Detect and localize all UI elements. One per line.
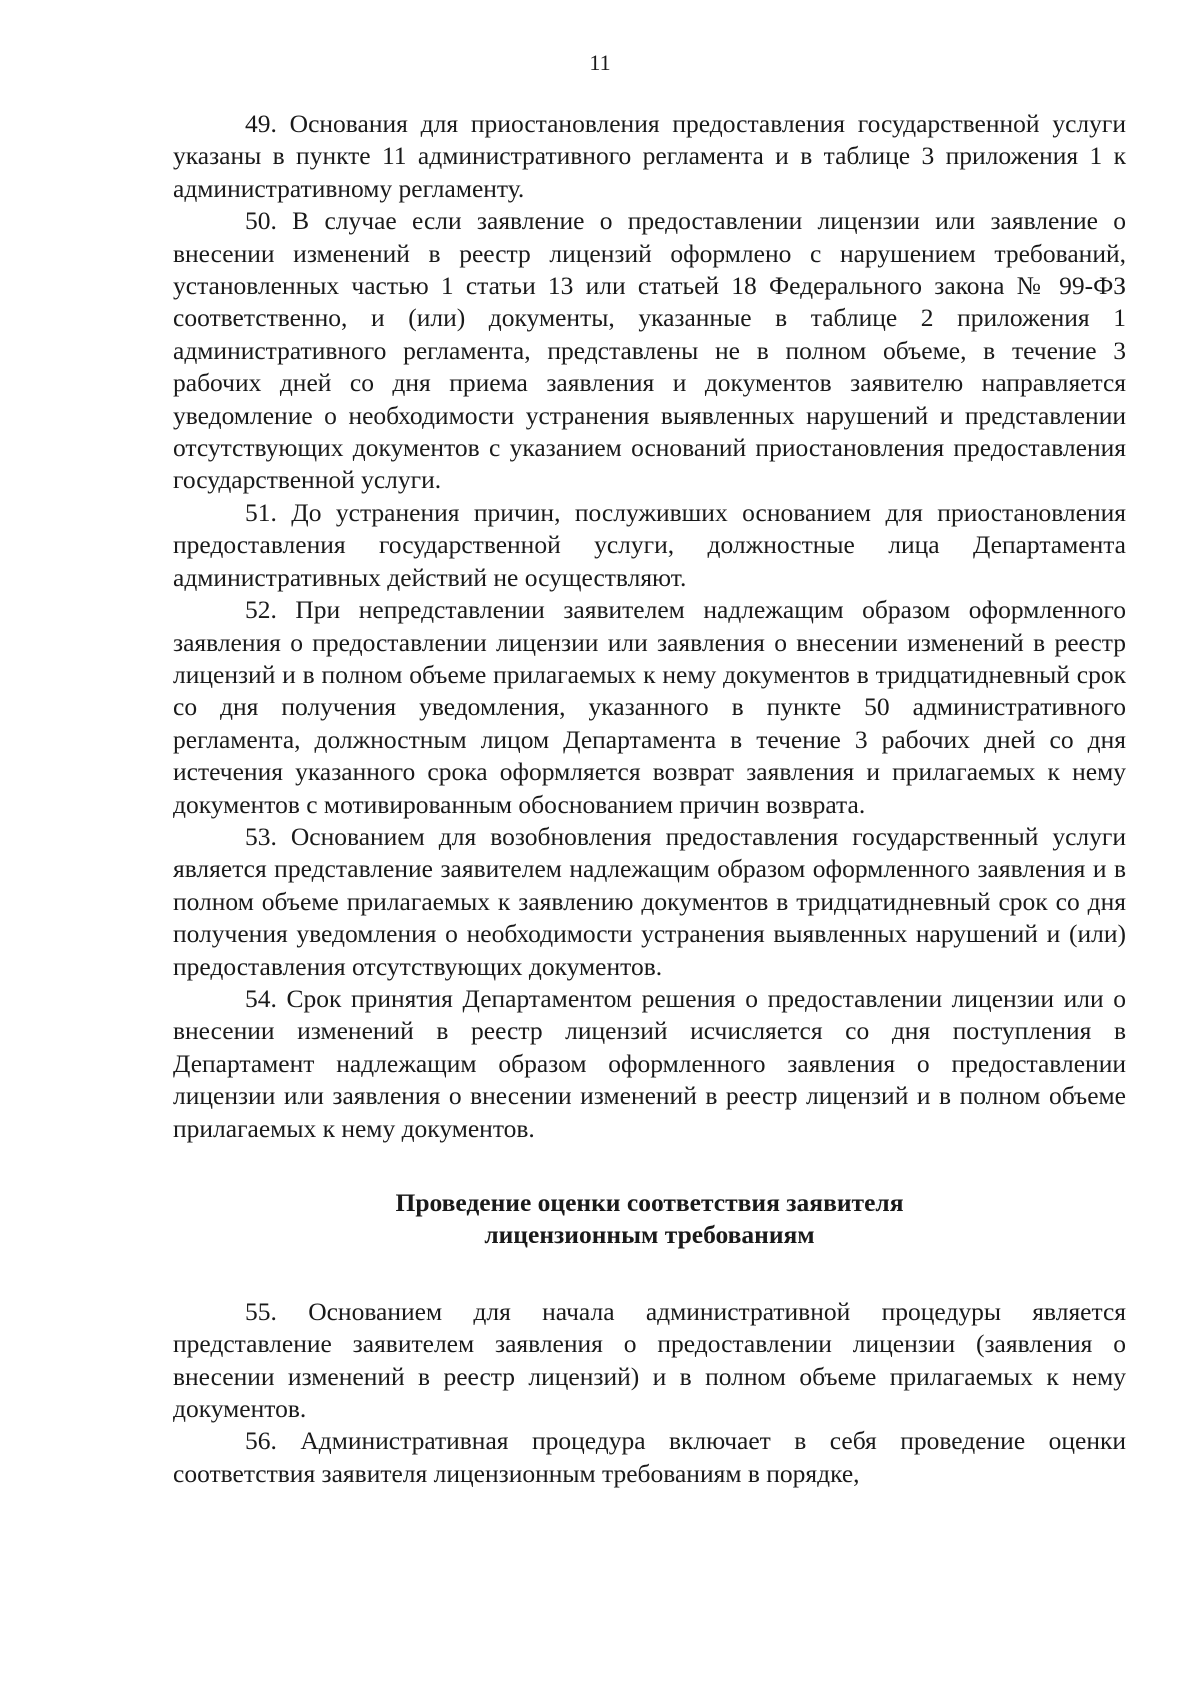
section-heading-line-1: Проведение оценки соответствия заявителя: [395, 1188, 904, 1217]
section-heading-line-2: лицензионным требованиям: [484, 1220, 815, 1250]
paragraph-55: 55. Основанием для начала административной процедуры является представление заявителем заявления о предоставлении лицензии (заявления о внесении изменений в реестр лицензий) и в полном объеме прилагаемых к нему документов.: [173, 1296, 1126, 1424]
paragraph-53: 53. Основанием для возобновления предоставления государственный услуги является представление заявителем надлежащим образом оформленного заявления и в полном объеме прилагаемых к заявлению документов в тридцатидневный срок со дня получения уведомления о необходимости устранения выявленных нарушений и (или) предоставления отсутствующих документов.: [173, 821, 1126, 981]
page-number: 11: [589, 50, 611, 75]
section-heading: [173, 1187, 1126, 1252]
paragraph-51: 51. До устранения причин, послуживших основанием для приостановления предоставления государственной услуги, должностные лица Департамента административных действий не осуществляют.: [173, 497, 1126, 592]
paragraph-52: 52. При непредставлении заявителем надлежащим образом оформленного заявления о предоставлении лицензии или заявления о внесении изменений в реестр лицензий и в полном объеме прилагаемых к нему документов в тридцатидневный срок со дня получения уведомления, указанного в пункте 50 административного регламента, должностным лицом Департамента в течение 3 рабочих дней со дня истечения указанного срока оформляется возврат заявления и прилагаемых к нему документов с мотивированным обоснованием причин возврата.: [173, 595, 1126, 819]
paragraph-49: 49. Основания для приостановления предоставления государственной услуги указаны в пункте 11 административного регламента и в таблице 3 приложения 1 к административному регламенту.: [173, 109, 1126, 203]
paragraph-56: 56. Административная процедура включает в себя проведение оценки соответствия заявителя лицензионным требованиям в порядке,: [173, 1426, 1126, 1488]
paragraph-50: 50. В случае если заявление о предоставлении лицензии или заявление о внесении изменений в реестр лицензий оформлено с нарушением требований, установленных частью 1 статьи 13 или статьей 18 Федерального закона № 99-ФЗ соответственно, и (или) документы, указанные в таблице 2 приложения 1 административного регламента, представлены не в полном объеме, в течение 3 рабочих дней со дня приема заявления и документов заявителю направляется уведомление о необходимости устранения выявленных нарушений и представлении отсутствующих документов с указанием оснований приостановления предоставления государственной услуги.: [173, 206, 1126, 495]
paragraph-54: 54. Срок принятия Департаментом решения о предоставлении лицензии или о внесении изменений в реестр лицензий исчисляется со дня поступления в Департамент надлежащим образом оформленного заявления о предоставлении лицензии или заявления о внесении изменений в реестр лицензий и в полном объеме прилагаемых к нему документов.: [173, 983, 1126, 1143]
document-body: [173, 108, 1126, 1490]
